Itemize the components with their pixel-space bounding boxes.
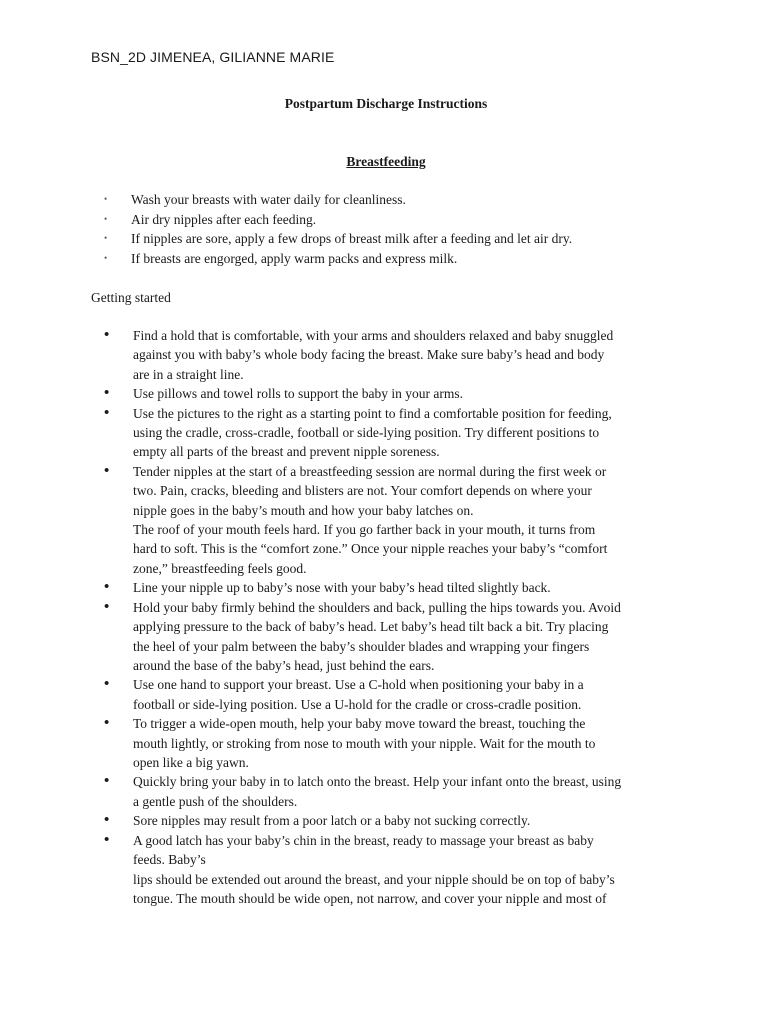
list-item-line: feeds. Baby’s [133,851,206,867]
list-item-line: Use the pictures to the right as a starting point to find a comfortable position for feeding, [133,405,612,421]
list-item-line: using the cradle, cross-cradle, football or side-lying position. Try different positions to [133,425,600,441]
list-item-line: applying pressure to the back of baby’s head. Let baby’s head tilt back a bit. Try placing [133,619,609,635]
list-item-text: Air dry nipples after each feeding. [131,211,317,227]
bullet: • [104,194,108,204]
list-item-text: If nipples are sore, apply a few drops of breast milk after a feeding and let air dry. [131,231,573,247]
list-item [104,714,688,772]
list-item-line: Quickly bring your baby in to latch onto the breast. Help your infant onto the breast, using [133,774,622,790]
bullet: • [104,252,108,263]
list-item-line: open like a big yawn. [133,754,249,770]
list-item-line: mouth lightly, or stroking from nose to mouth with your nipple. Wait for the mouth to [133,735,596,751]
bullet: • [104,462,110,479]
list-item-line: Use one hand to support your breast. Use a C-hold when positioning your baby in a [133,677,584,693]
page-title: Postpartum Discharge Instructions [284,96,488,111]
student-header: BSN_2D JIMENEA, GILIANNE MARIE [91,49,335,65]
bullet: • [104,831,110,848]
list-item-line: Find a hold that is comfortable, with your arms and shoulders relaxed and baby snuggled [133,328,614,343]
list-item-line: Use pillows and towel rolls to support the baby in your arms. [133,386,463,402]
list-item-line: A good latch has your baby’s chin in the breast, ready to massage your breast as baby [133,832,594,848]
list-item-line: a gentle push of the shoulders. [133,793,298,809]
list-item [104,831,688,870]
getting-started-list [104,326,688,869]
list-item [104,811,688,830]
continuation-line: lips should be extended out around the breast, and your nipple should be on top of baby’s [133,872,615,887]
bullet: • [104,598,110,615]
list-item-line: Line your nipple up to baby’s nose with your baby’s head tilted slightly back. [133,580,551,596]
list-item [104,772,688,811]
bullet: • [104,213,108,224]
bullet: • [104,233,108,244]
list-item-line: Sore nipples may result from a poor latch or a baby not sucking correctly. [133,813,531,829]
list-item [104,675,688,714]
list-item-line: are in a straight line. [133,366,244,382]
list-item [104,578,688,597]
bullet: • [104,385,110,402]
list-item-line: the heel of your palm between the baby’s shoulder blades and wrapping your fingers [133,638,590,654]
bullet: • [104,579,110,596]
list-item-line: against you with baby’s whole body facing the breast. Make sure baby’s head and body [133,347,605,363]
list-item-line: zone,” breastfeeding feels good. [133,560,307,576]
list-item [104,229,572,249]
getting-started-heading: Getting started [91,290,171,305]
list-item-text: Wash your breasts with water daily for cleanliness. [131,192,406,207]
continuation-line: tongue. The mouth should be wide open, not narrow, and cover your nipple and most of [133,891,607,907]
list-item [104,384,688,403]
list-item-line: two. Pain, cracks, bleeding and blisters are not. Your comfort depends on where your [133,483,592,499]
list-item-line: football or side-lying position. Use a U-hold for the cradle or cross-cradle position. [133,696,582,712]
list-item [104,190,572,210]
list-item-line: around the base of the baby’s head, just behind the ears. [133,657,435,673]
list-item-line: nipple goes in the baby’s mouth and how your baby latches on. [133,502,474,518]
bullet: • [104,812,110,829]
list-item [104,210,572,230]
list-item [104,404,688,462]
section-heading [0,152,768,171]
list-item-line: Tender nipples at the start of a breastfeeding session are normal during the first week or [133,463,607,479]
list-item-line: The roof of your mouth feels hard. If you go farther back in your mouth, it turns from [133,522,596,538]
list-item-line: To trigger a wide-open mouth, help your baby move toward the breast, touching the [133,716,586,732]
list-item [104,326,688,384]
bullet: • [104,715,110,732]
bullet: • [104,327,110,343]
section-heading-text: Breastfeeding [346,154,426,169]
list-item-line: hard to soft. This is the “comfort zone.” Once your nipple reaches your baby’s “comfort [133,541,608,557]
basic-care-list [104,190,572,268]
bullet: • [104,676,110,693]
bullet: • [104,404,110,421]
continuation-paragraph [133,870,615,909]
list-item-text: If breasts are engorged, apply warm packs and express milk. [131,250,458,266]
list-item-line: Hold your baby firmly behind the shoulders and back, pulling the hips towards you. Avoid [133,599,621,615]
list-item [104,249,572,269]
list-item-line: empty all parts of the breast and prevent nipple soreness. [133,444,440,460]
list-item [104,598,688,676]
bullet: • [104,773,110,790]
list-item [104,462,688,578]
